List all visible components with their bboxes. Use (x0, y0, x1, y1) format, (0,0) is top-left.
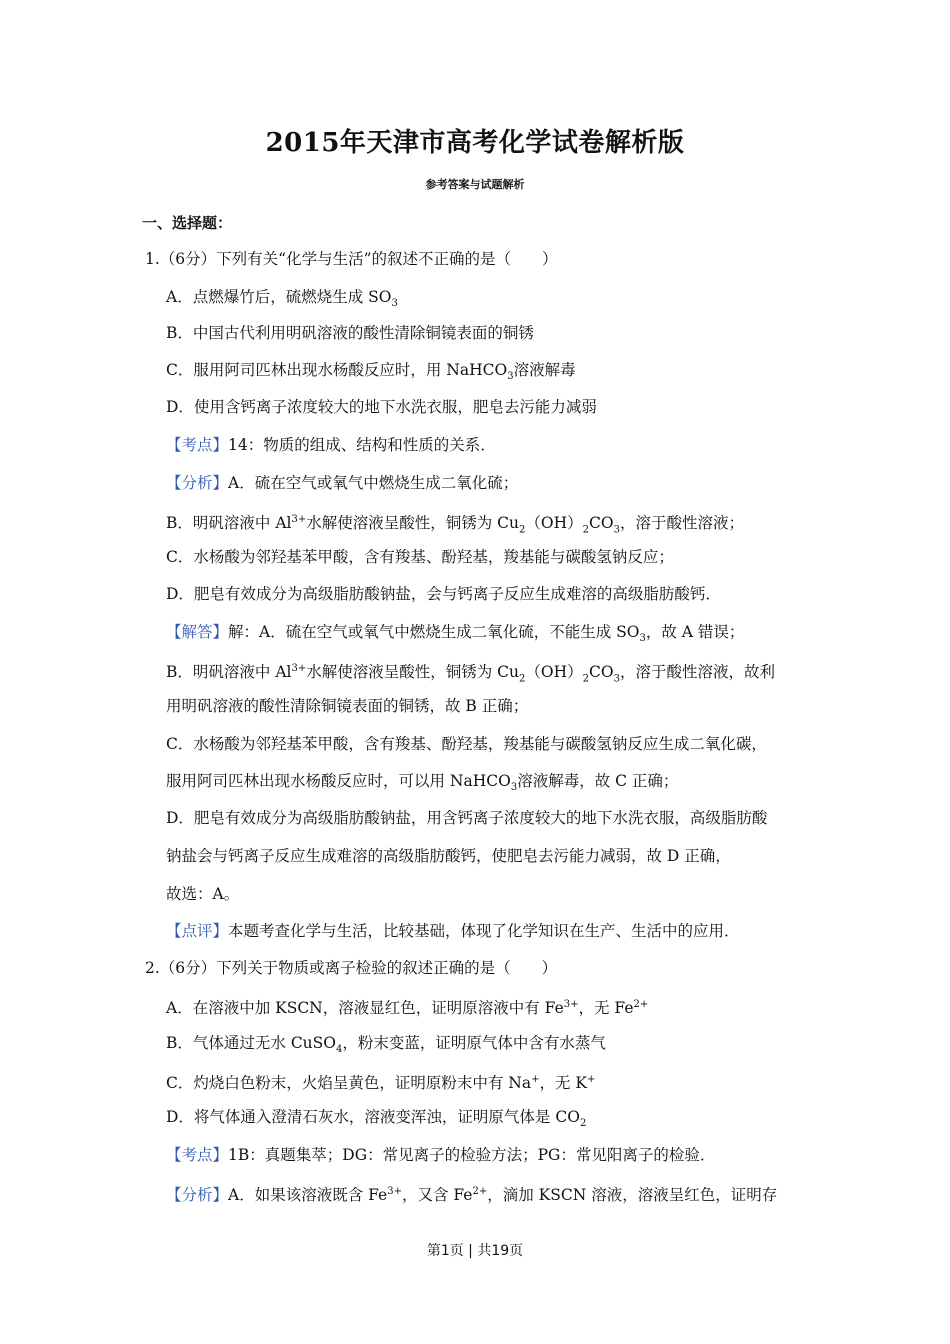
q1-stem: 1.（6分）下列有关“化学与生活”的叙述不正确的是（ ） (145, 250, 558, 268)
q1-option-a: A．点燃爆竹后，硫燃烧生成 $SO_3$ (166, 288, 398, 310)
q1-jieda-c-2: 服用阿司匹林出现水杨酸反应时，可以用 NaHCO$_3$溶液解毒，故 C 正确； (166, 772, 679, 794)
q1-fenxi-b: B．明矾溶液中 $Al^{3+}$水解使溶液呈酸性，铜锈为 $Cu_2(OH)_2CO_3$，溶于酸性溶液； (166, 514, 744, 536)
q1-jieda-b: B．明矾溶液中 $Al^{3+}$水解使溶液呈酸性，铜锈为 $Cu_2(OH)_2CO_3$，溶于酸性溶液，故利 (166, 663, 775, 685)
jieda-tag: 【解答】 (166, 623, 229, 641)
document-title: 2015年天津市高考化学试卷解析版 (265, 128, 685, 158)
fenxi-tag: 【分析】 (166, 1186, 229, 1205)
q1-option-d: D．使用含钙离子浓度较大的地下水洗衣服，肥皂去污能力减弱 (166, 398, 597, 416)
q2-option-c: C．灼烧白色粉末，火焰呈黄色，证明原粉末中有 Na+，无 K+ (166, 1074, 596, 1093)
q1-jieda-a: 【解答】解：A．硫在空气或氧气中燃烧生成二氧化硫，不能生成 $SO_3$，故 A 错误； (166, 623, 745, 645)
q1-kaodian: 【考点】14：物质的组成、结构和性质的关系． (166, 436, 496, 454)
dianping-tag: 【点评】 (166, 922, 229, 940)
document-subtitle: 参考答案与试题解析 (425, 178, 525, 191)
q1-fenxi-d: D．肥皂有效成分为高级脂肪酸钠盐，会与钙离子反应生成难溶的高级脂肪酸钙． (166, 585, 721, 603)
kaodian-tag: 【考点】 (166, 1146, 229, 1164)
q2-option-b: B．气体通过无水 CuSO$_4$，粉末变蓝，证明原气体中含有水蒸气 (166, 1034, 606, 1056)
q1-jieda-d-1: D．肥皂有效成分为高级脂肪酸钠盐，用含钙离子浓度较大的地下水洗衣服，高级脂肪酸 (166, 809, 768, 827)
q1-jieda-b-cont: 用明矾溶液的酸性清除铜镜表面的铜锈，故 B 正确； (166, 697, 529, 715)
q1-jieda-choice: 故选：A。 (166, 885, 240, 903)
q2-stem: 2.（6分）下列关于物质或离子检验的叙述正确的是（ ） (145, 959, 558, 977)
kaodian-tag: 【考点】 (166, 436, 229, 454)
q1-jieda-c-1: C．水杨酸为邻羟基苯甲酸，含有羧基、酚羟基，羧基能与碳酸氢钠反应生成二氧化碳， (166, 735, 767, 753)
q1-fenxi-c: C．水杨酸为邻羟基苯甲酸，含有羧基、酚羟基，羧基能与碳酸氢钠反应； (166, 548, 674, 566)
q1-jieda-d-2: 钠盐会与钙离子反应生成难溶的高级脂肪酸钙，使肥皂去污能力减弱，故 D 正确， (166, 847, 731, 865)
q2-option-a: A．在溶液中加 KSCN，溶液显红色，证明原溶液中有 $Fe^{3+}$，无 $Fe^{2+}$ (166, 999, 649, 1018)
q1-fenxi-a: 【分析】A．硫在空气或氧气中燃烧生成二氧化硫； (166, 474, 519, 492)
q1-option-c: C．服用阿司匹林出现水杨酸反应时，用 NaHCO$_3$溶液解毒 (166, 361, 576, 383)
page-footer: 第1页 | 共19页 (426, 1243, 524, 1259)
q2-fenxi-a: 【分析】A．如果该溶液既含 $Fe^{3+}$，又含 $Fe^{2+}$，滴加 KSCN 溶液，溶液呈红色，证明存 (166, 1186, 778, 1205)
q2-kaodian: 【考点】1B：真题集萃；DG：常见离子的检验方法；PG：常见阳离子的检验． (166, 1146, 716, 1164)
fenxi-tag: 【分析】 (166, 474, 229, 492)
q1-option-b: B．中国古代利用明矾溶液的酸性清除铜镜表面的铜锈 (166, 324, 534, 342)
q1-dianping: 【点评】本题考查化学与生活，比较基础，体现了化学知识在生产、生活中的应用． (166, 922, 740, 940)
q2-option-d: D．将气体通入澄清石灰水，溶液变浑浊，证明原气体是 $CO_2$ (166, 1108, 587, 1130)
section-heading: 一、选择题： (142, 214, 233, 232)
